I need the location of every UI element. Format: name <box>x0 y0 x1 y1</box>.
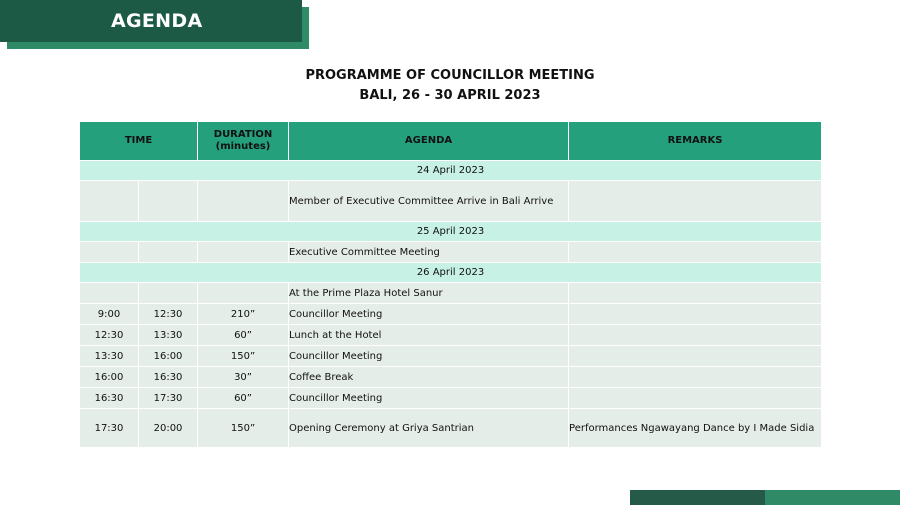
agenda-cell: Councillor Meeting <box>289 388 569 409</box>
date-row <box>80 222 822 242</box>
agenda-table <box>79 121 822 448</box>
table-row <box>80 283 822 304</box>
remarks-cell <box>569 388 822 409</box>
table-row <box>80 242 822 263</box>
header-duration <box>198 122 289 161</box>
table-row <box>80 181 822 222</box>
remarks-cell <box>569 304 822 325</box>
agenda-cell: Executive Committee Meeting <box>289 242 569 263</box>
start-time-cell: 13:30 <box>80 346 139 367</box>
start-time-cell <box>80 181 139 222</box>
footer-bar-dark <box>630 490 765 505</box>
start-time-cell: 16:00 <box>80 367 139 388</box>
remarks-cell <box>569 181 822 222</box>
duration-cell: 30” <box>198 367 289 388</box>
start-time-cell <box>80 242 139 263</box>
start-time-cell: 9:00 <box>80 304 139 325</box>
end-time-cell: 16:30 <box>139 367 198 388</box>
end-time-cell: 20:00 <box>139 409 198 448</box>
table-header-row <box>80 122 822 161</box>
agenda-cell: Councillor Meeting <box>289 346 569 367</box>
remarks-cell <box>569 242 822 263</box>
end-time-cell: 16:00 <box>139 346 198 367</box>
duration-cell: 60” <box>198 388 289 409</box>
start-time-cell: 16:30 <box>80 388 139 409</box>
remarks-cell <box>569 367 822 388</box>
table-row <box>80 388 822 409</box>
agenda-cell: Coffee Break <box>289 367 569 388</box>
header-remarks: REMARKS <box>569 122 822 161</box>
end-time-cell <box>139 181 198 222</box>
remarks-cell: Performances Ngawayang Dance by I Made Sidia <box>569 409 822 448</box>
duration-cell: 150” <box>198 409 289 448</box>
duration-cell <box>198 283 289 304</box>
agenda-cell: Member of Executive Committee Arrive in Bali Arrive <box>289 181 569 222</box>
page-title <box>0 66 900 106</box>
end-time-cell <box>139 283 198 304</box>
date-row <box>80 263 822 283</box>
remarks-cell <box>569 325 822 346</box>
agenda-cell: At the Prime Plaza Hotel Sanur <box>289 283 569 304</box>
table-row <box>80 346 822 367</box>
end-time-cell: 12:30 <box>139 304 198 325</box>
title-line-1: PROGRAMME OF COUNCILLOR MEETING <box>305 68 595 83</box>
header-duration-unit: (minutes) <box>215 141 271 152</box>
footer-bar-light <box>765 490 900 505</box>
end-time-cell: 17:30 <box>139 388 198 409</box>
duration-cell: 210” <box>198 304 289 325</box>
date-cell: 25 April 2023 <box>80 222 822 242</box>
date-row <box>80 161 822 181</box>
start-time-cell: 17:30 <box>80 409 139 448</box>
remarks-cell <box>569 346 822 367</box>
title-line-2: BALI, 26 - 30 APRIL 2023 <box>359 88 541 103</box>
date-cell: 26 April 2023 <box>80 263 822 283</box>
table-row <box>80 304 822 325</box>
agenda-cell: Councillor Meeting <box>289 304 569 325</box>
header-time: TIME <box>80 122 198 161</box>
duration-cell: 60” <box>198 325 289 346</box>
banner-title: AGENDA <box>111 10 203 32</box>
table-row <box>80 367 822 388</box>
end-time-cell <box>139 242 198 263</box>
end-time-cell: 13:30 <box>139 325 198 346</box>
agenda-cell: Opening Ceremony at Griya Santrian <box>289 409 569 448</box>
start-time-cell <box>80 283 139 304</box>
date-cell: 24 April 2023 <box>80 161 822 181</box>
table-row <box>80 409 822 448</box>
start-time-cell: 12:30 <box>80 325 139 346</box>
duration-cell <box>198 242 289 263</box>
remarks-cell <box>569 283 822 304</box>
duration-cell: 150” <box>198 346 289 367</box>
agenda-banner <box>0 0 302 42</box>
header-agenda: AGENDA <box>289 122 569 161</box>
header-duration-label: DURATION <box>213 129 273 140</box>
agenda-cell: Lunch at the Hotel <box>289 325 569 346</box>
table-row <box>80 325 822 346</box>
duration-cell <box>198 181 289 222</box>
